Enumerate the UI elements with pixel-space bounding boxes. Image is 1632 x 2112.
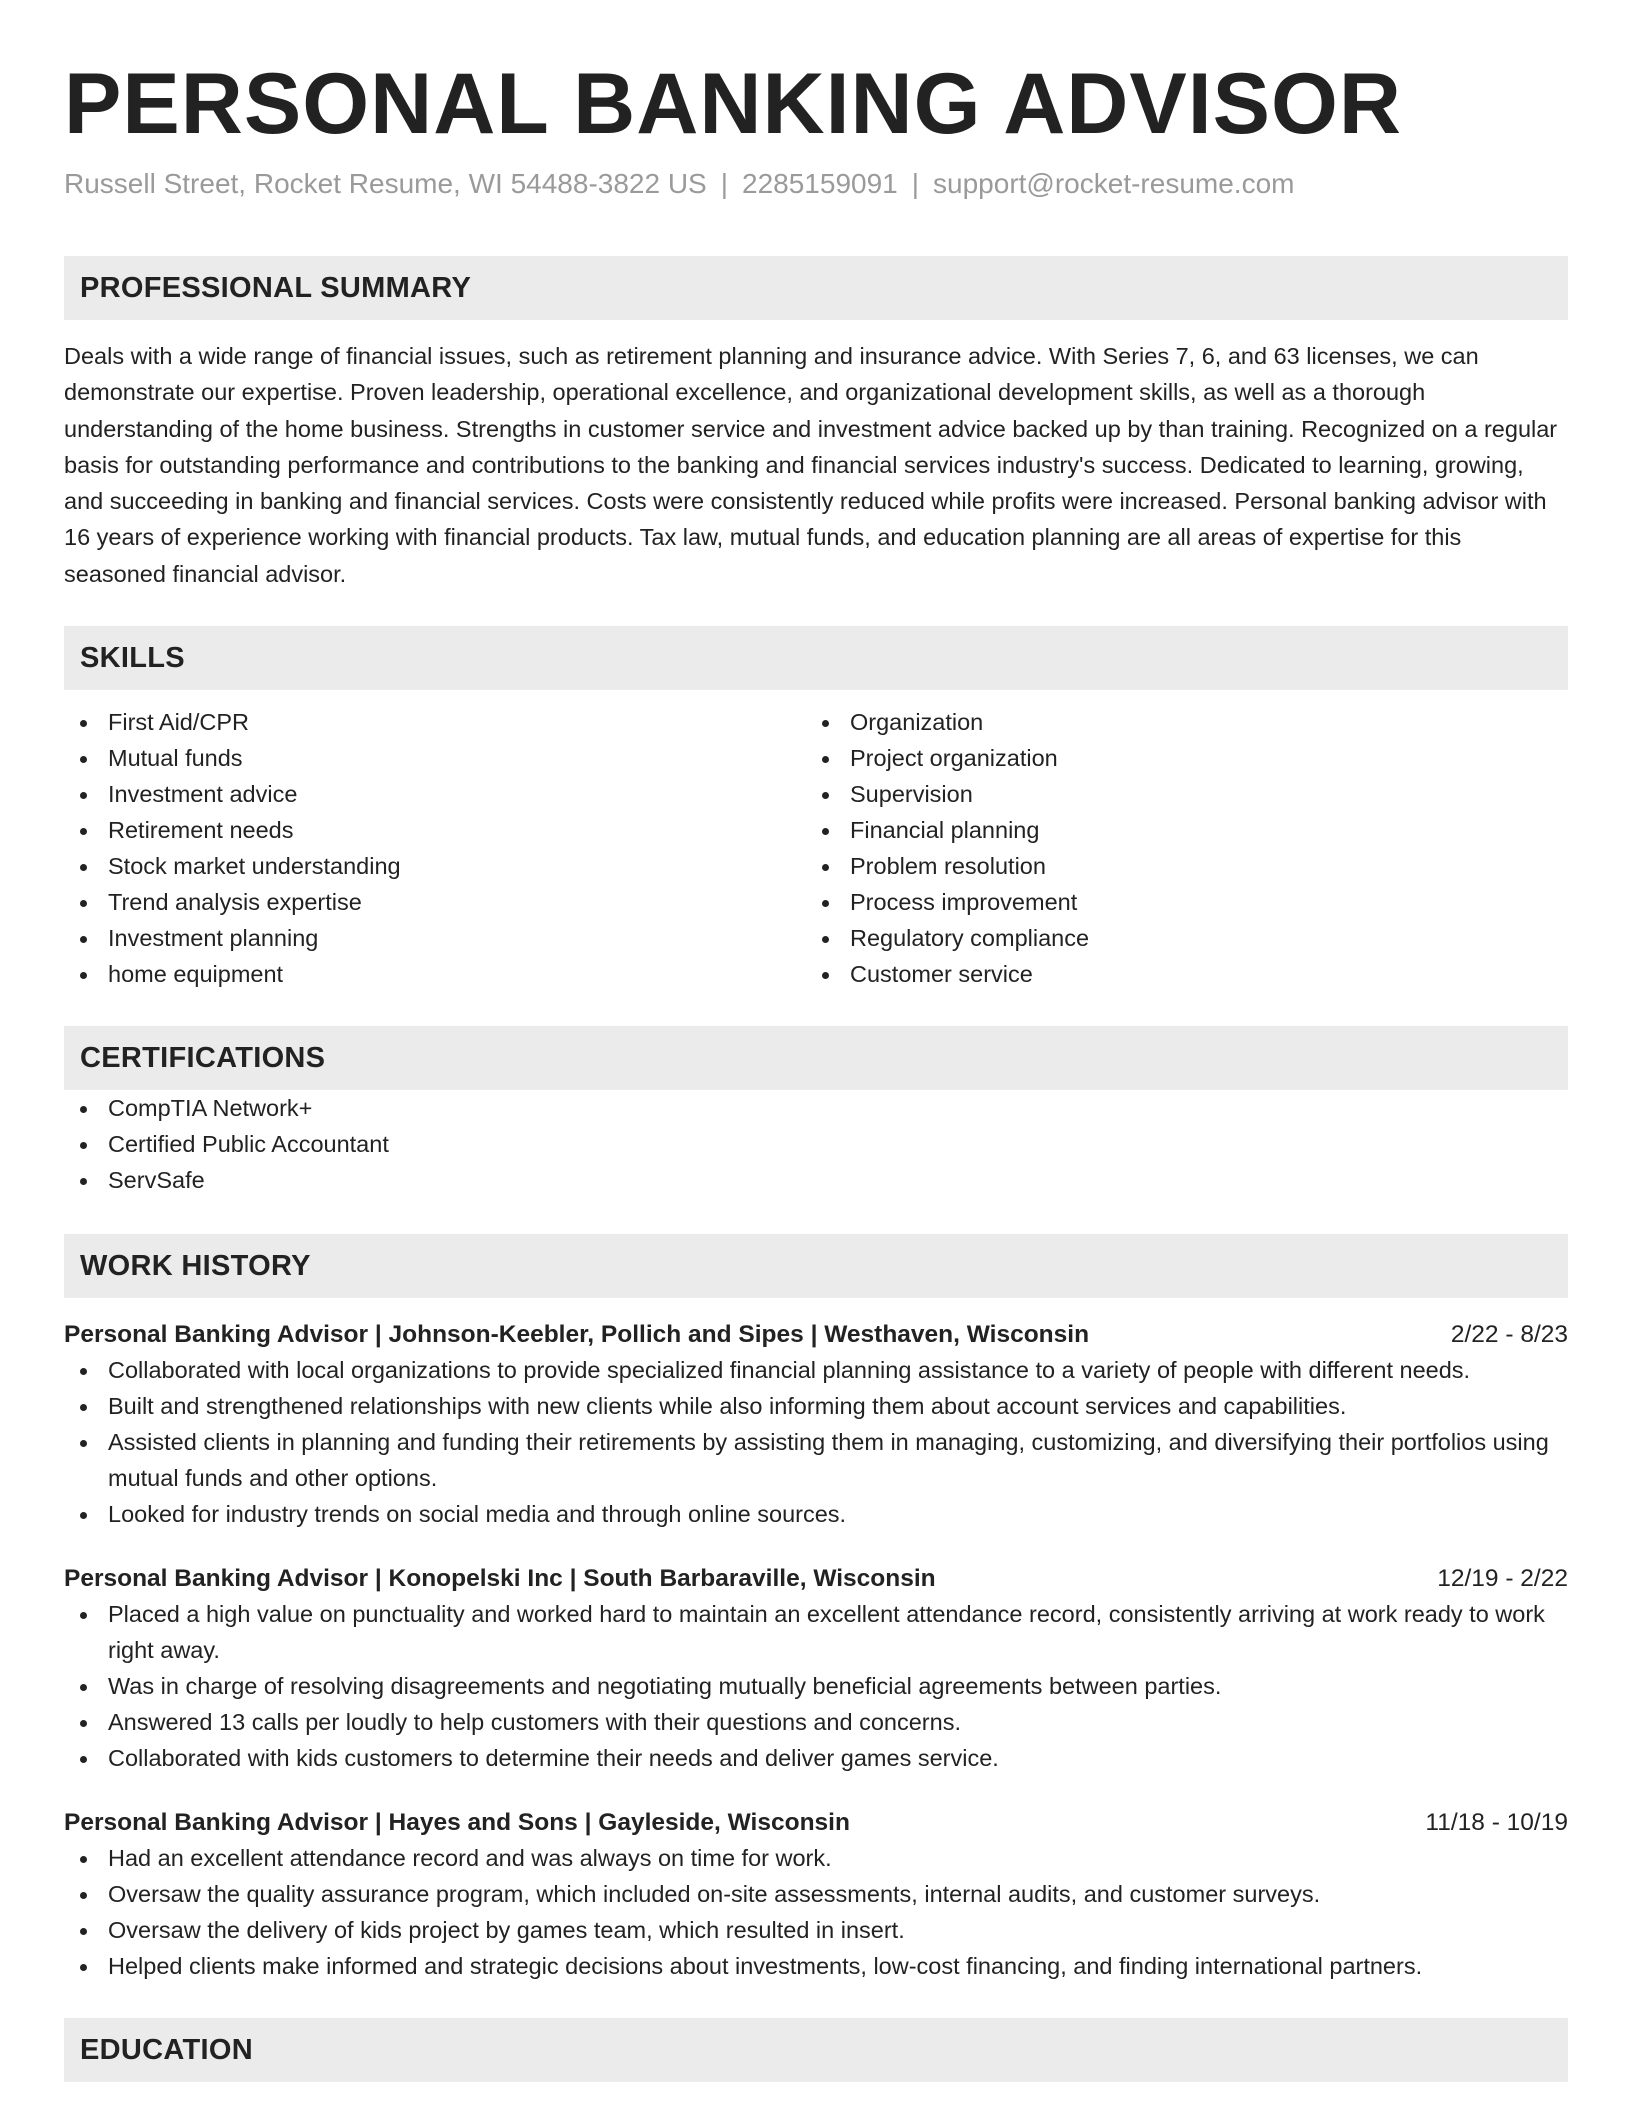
job-title: Personal Banking Advisor | Konopelski Inc | South Barbaraville, Wisconsin: [64, 1565, 936, 1593]
job-bullets: [64, 1352, 1568, 1532]
certification-item: Certified Public Accountant: [64, 1126, 1568, 1162]
skill-item: Investment planning: [64, 920, 806, 956]
job-header: [64, 1318, 1568, 1352]
skill-item: Mutual funds: [64, 740, 806, 776]
job-dates: 12/19 - 2/22: [1437, 1565, 1568, 1593]
job-dates: 2/22 - 8/23: [1450, 1321, 1568, 1349]
skill-item: First Aid/CPR: [64, 704, 806, 740]
resume-page: [64, 0, 1568, 2082]
skills-columns: [64, 704, 1568, 992]
certifications-heading: CERTIFICATIONS: [64, 1026, 1568, 1090]
page-title: PERSONAL BANKING ADVISOR: [64, 56, 1403, 152]
summary-heading: PROFESSIONAL SUMMARY: [64, 256, 1568, 320]
job-bullet: Was in charge of resolving disagreements and negotiating mutually beneficial agreements between parties.: [64, 1668, 1568, 1704]
job-dates: 11/18 - 10/19: [1425, 1809, 1568, 1837]
skill-item: Stock market understanding: [64, 848, 806, 884]
contact-address: Russell Street, Rocket Resume, WI 54488-3822 US: [64, 168, 707, 199]
job-bullet: Built and strengthened relationships with new clients while also informing them about account services and capabilities.: [64, 1388, 1568, 1424]
skill-item: Process improvement: [806, 884, 1548, 920]
job-bullet: Oversaw the delivery of kids project by games team, which resulted in insert.: [64, 1912, 1568, 1948]
job-entry: [64, 1562, 1568, 1776]
contact-line: [64, 166, 1568, 202]
job-bullet: Placed a high value on punctuality and worked hard to maintain an excellent attendance record, consistently arriving at work ready to work right away.: [64, 1596, 1568, 1668]
job-bullet: Assisted clients in planning and funding their retirements by assisting them in managing, customizing, and diversifying their portfolios using mutual funds and other options.: [64, 1424, 1568, 1496]
skill-item: Supervision: [806, 776, 1548, 812]
job-bullet: Oversaw the quality assurance program, which included on-site assessments, internal audits, and customer surveys.: [64, 1876, 1568, 1912]
job-bullet: Looked for industry trends on social media and through online sources.: [64, 1496, 1568, 1532]
job-bullet: Helped clients make informed and strategic decisions about investments, low-cost financing, and finding international partners.: [64, 1948, 1568, 1984]
skill-item: Organization: [806, 704, 1548, 740]
job-header: [64, 1562, 1568, 1596]
job-bullet: Collaborated with kids customers to determine their needs and deliver games service.: [64, 1740, 1568, 1776]
skill-item: Retirement needs: [64, 812, 806, 848]
job-entry: [64, 1806, 1568, 1984]
skills-list-right: [806, 704, 1548, 992]
skill-item: home equipment: [64, 956, 806, 992]
contact-separator: |: [911, 168, 920, 199]
skills-heading: SKILLS: [64, 626, 1568, 690]
skill-item: Financial planning: [806, 812, 1548, 848]
job-title: Personal Banking Advisor | Hayes and Sons | Gayleside, Wisconsin: [64, 1809, 850, 1837]
contact-phone: 2285159091: [742, 168, 898, 199]
skill-item: Regulatory compliance: [806, 920, 1548, 956]
skill-item: Problem resolution: [806, 848, 1548, 884]
certifications-list: [64, 1090, 1568, 1198]
contact-separator: |: [720, 168, 729, 199]
skill-item: Investment advice: [64, 776, 806, 812]
summary-text: Deals with a wide range of financial issues, such as retirement planning and insurance advice. With Series 7, 6, and 63 licenses, we can demonstrate our expertise. Proven leadership, operational excellence, and organizational development skills, as well as a thorough understanding of the home business. Strengths in customer service and investment advice backed up by than training. Recognized on a regular basis for outstanding performance and contributions to the banking and financial services industry's success. Dedicated to learning, growing, and succeeding in banking and financial services. Costs were consistently reduced while profits were increased. Personal banking advisor with 16 years of experience working with financial products. Tax law, mutual funds, and education planning are all areas of expertise for this seasoned financial advisor.: [64, 343, 1558, 587]
job-bullets: [64, 1596, 1568, 1776]
work-history-heading: WORK HISTORY: [64, 1234, 1568, 1298]
skill-item: Trend analysis expertise: [64, 884, 806, 920]
certification-item: ServSafe: [64, 1162, 1568, 1198]
job-header: [64, 1806, 1568, 1840]
skills-list-left: [64, 704, 806, 992]
education-heading: EDUCATION: [64, 2018, 1568, 2082]
contact-email: support@rocket-resume.com: [933, 168, 1295, 199]
job-bullets: [64, 1840, 1568, 1984]
skill-item: Project organization: [806, 740, 1548, 776]
job-entry: [64, 1318, 1568, 1532]
skill-item: Customer service: [806, 956, 1548, 992]
job-bullet: Answered 13 calls per loudly to help customers with their questions and concerns.: [64, 1704, 1568, 1740]
certification-item: CompTIA Network+: [64, 1090, 1568, 1126]
job-bullet: Collaborated with local organizations to provide specialized financial planning assistance to a variety of people with different needs.: [64, 1352, 1568, 1388]
job-title: Personal Banking Advisor | Johnson-Keebler, Pollich and Sipes | Westhaven, Wisconsin: [64, 1321, 1090, 1349]
job-bullet: Had an excellent attendance record and was always on time for work.: [64, 1840, 1568, 1876]
